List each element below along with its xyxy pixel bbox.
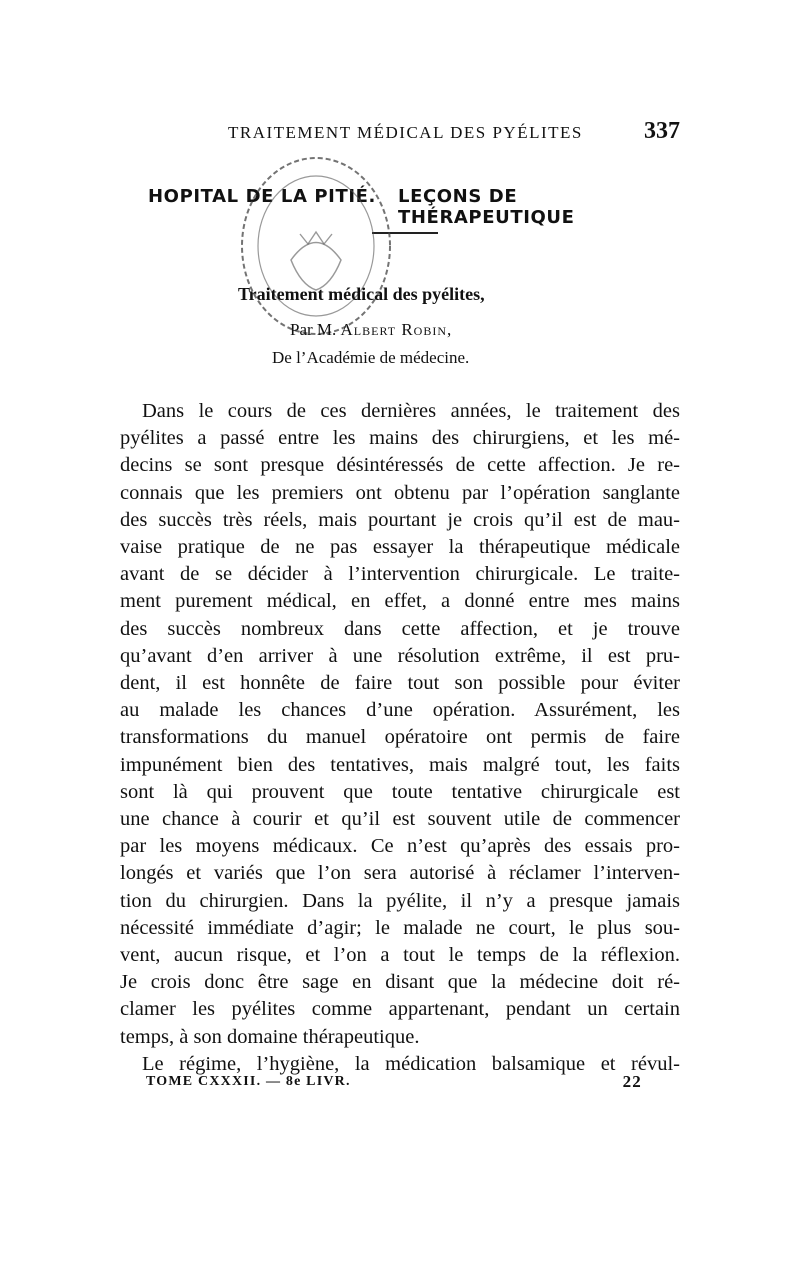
text-line: connais que les premiers ont obtenu par l’opération sanglante (120, 481, 680, 504)
text-line: au malade les chances d’une opération. Assurément, les (120, 699, 680, 722)
text-line: des succès très réels, mais pourtant je crois qu’il est de mau- (120, 508, 680, 531)
page-number: 337 (644, 118, 680, 144)
text-line: une chance à courir et qu’il est souvent utile de commencer (120, 808, 680, 831)
author-prefix: Par M. (290, 320, 337, 339)
text-line: des succès nombreux dans cette affection, et je trouve (120, 617, 680, 640)
text-line: vaise pratique de ne pas essayer la thérapeutique médicale (120, 536, 680, 559)
text-line: vent, aucun risque, et l’on a tout le temps de la réflexion. (120, 944, 680, 967)
text-line: transformations du manuel opératoire ont permis de faire (120, 726, 680, 749)
text-line: avant de se décider à l’intervention chirurgicale. Le traite- (120, 563, 680, 586)
hospital-name: HOPITAL DE LA PITIÉ. (148, 186, 376, 207)
author-affiliation: De l’Académie de médecine. (272, 348, 470, 367)
running-head (228, 118, 680, 145)
library-stamp (236, 150, 396, 342)
author-line (290, 320, 452, 340)
text-line: impunément bien des tentatives, mais malgré tout, les faits (120, 753, 680, 776)
text-line: nécessité immédiate d’agir; le malade ne court, le plus sou- (120, 916, 680, 939)
sheet-signature: 22 (622, 1072, 642, 1091)
author-name: Albert Robin, (340, 320, 453, 339)
text-line: Le régime, l’hygiène, la médication balsamique et révul- (142, 1052, 680, 1075)
body-text (120, 398, 680, 1078)
text-line: dent, il est honnête de faire tout son possible pour éviter (120, 672, 680, 695)
volume-info: TOME CXXXII. — 8e LIVR. (146, 1074, 351, 1089)
lecture-title: Traitement médical des pyélites, (238, 284, 485, 304)
text-line: longés et variés que l’on sera autorisé à réclamer l’interven- (120, 862, 680, 885)
text-line: temps, à son domaine thérapeutique. (120, 1025, 420, 1048)
series-title: LEÇONS DE THÉRAPEUTIQUE (398, 186, 575, 228)
text-line: qu’avant d’en arriver à une résolution extrême, il est pru- (120, 644, 680, 667)
text-line: ment purement médical, en effet, a donné entre mes mains (120, 590, 680, 613)
text-line: par les moyens médicaux. Ce n’est qu’après des essais pro- (120, 835, 680, 858)
text-line: pyélites a passé entre les mains des chirurgiens, et les mé- (120, 427, 680, 450)
text-line: clamer les pyélites comme appartenant, pendant un certain (120, 998, 680, 1021)
running-title: TRAITEMENT MÉDICAL DES PYÉLITES (228, 123, 583, 142)
text-line: Dans le cours de ces dernières années, le traitement des (142, 400, 680, 422)
text-line: Je crois donc être sage en disant que la médecine doit ré- (120, 971, 680, 994)
text-line: decins se sont presque désintéressés de cette affection. Je re- (120, 454, 680, 477)
text-line: tion du chirurgien. Dans la pyélite, il n’y a presque jamais (120, 889, 680, 912)
text-line: sont là qui prouvent que toute tentative chirurgicale est (120, 780, 680, 803)
